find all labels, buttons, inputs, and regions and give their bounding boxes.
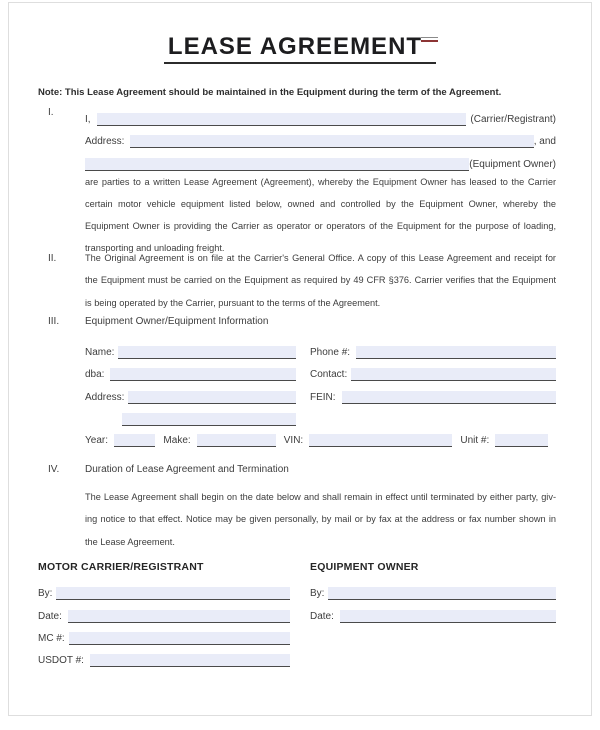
paragraph-line: The Lease Agreement shall begin on the date below and shall remain in effect until terminated by either party, giv- bbox=[85, 492, 556, 502]
carrier-mc-row bbox=[38, 623, 290, 645]
title-block bbox=[0, 33, 600, 64]
year-field[interactable] bbox=[114, 434, 155, 447]
owner-address-field[interactable] bbox=[128, 391, 296, 404]
carrier-by-label: By: bbox=[38, 588, 53, 600]
usdot-number-field[interactable] bbox=[90, 654, 290, 667]
section-4-paragraph bbox=[85, 486, 556, 553]
owner-by-label: By: bbox=[310, 588, 325, 600]
paragraph-line: the Lease Agreement. bbox=[85, 536, 175, 547]
note-line: Note: This Lease Agreement should be maintained in the Equipment during the term of the Agreement. bbox=[38, 87, 502, 98]
vin-field[interactable] bbox=[309, 434, 452, 447]
year-label: Year: bbox=[85, 434, 108, 446]
and-label: , and bbox=[533, 136, 556, 147]
owner-by-row bbox=[310, 578, 556, 600]
paragraph-line: the Equipment must be carried on the Equipment as required by 49 CFR §376. Carrier verifies that the Equipment bbox=[85, 275, 556, 286]
carrier-registrant-row bbox=[85, 103, 556, 126]
paragraph-line: ing notice to that effect. Notice may be given personally, by mail or by fax at the address or fax number shown in bbox=[85, 514, 556, 525]
section-4-heading: Duration of Lease Agreement and Termination bbox=[85, 464, 289, 475]
carrier-registrant-field[interactable] bbox=[97, 113, 467, 126]
section-3-heading: Equipment Owner/Equipment Information bbox=[85, 316, 269, 327]
carrier-address-row bbox=[85, 126, 556, 149]
equipment-owner-name-field[interactable] bbox=[85, 158, 469, 171]
carrier-address-field[interactable] bbox=[130, 135, 533, 148]
paragraph-line: certain motor vehicle equipment listed below, owned and controlled by the Equipment Owner, whereby the bbox=[85, 198, 556, 209]
owner-address-label: Address: bbox=[85, 391, 125, 403]
contact-label: Contact: bbox=[310, 369, 348, 380]
usdot-number-label: USDOT #: bbox=[38, 655, 84, 667]
dba-label: dba: bbox=[85, 369, 105, 380]
carrier-by-row bbox=[38, 578, 290, 600]
motor-carrier-heading: MOTOR CARRIER/REGISTRANT bbox=[38, 561, 204, 573]
fein-label: FEIN: bbox=[310, 391, 336, 403]
owner-info-right-column bbox=[310, 336, 556, 404]
section-3-numeral: III. bbox=[48, 316, 60, 327]
unit-number-field[interactable] bbox=[495, 434, 548, 447]
owner-date-row bbox=[310, 600, 556, 622]
motor-carrier-column bbox=[38, 561, 290, 667]
vehicle-info-row bbox=[85, 424, 548, 447]
owner-by-field[interactable] bbox=[328, 587, 556, 600]
carrier-usdot-row bbox=[38, 645, 290, 667]
equipment-owner-heading: EQUIPMENT OWNER bbox=[310, 561, 419, 573]
paragraph-line: The Original Agreement is on file at the Carrier's General Office. A copy of this Lease Agreement and receipt for bbox=[85, 253, 556, 263]
mc-number-field[interactable] bbox=[69, 632, 290, 645]
carrier-date-row bbox=[38, 600, 290, 622]
paragraph-line: transporting and unloading freight. bbox=[85, 243, 225, 254]
section-2-paragraph bbox=[85, 247, 556, 314]
paragraph-line: Equipment Owner is providing the Carrier as operator or operators of the Equipment for the purpose of loading, bbox=[85, 221, 556, 232]
section-2 bbox=[48, 247, 556, 314]
owner-date-field[interactable] bbox=[340, 610, 556, 623]
equipment-owner-caption: (Equipment Owner) bbox=[469, 158, 556, 170]
fein-row bbox=[310, 381, 556, 404]
paragraph-line: are parties to a written Lease Agreement (Agreement), whereby the Equipment Owner has leased to the Carrier bbox=[85, 176, 556, 187]
make-label: Make: bbox=[163, 434, 191, 446]
address-label: Address: bbox=[85, 136, 125, 147]
dba-field[interactable] bbox=[110, 368, 296, 381]
fein-field[interactable] bbox=[342, 391, 556, 404]
vin-label: VIN: bbox=[283, 434, 304, 446]
section-3-heading-row bbox=[48, 316, 556, 327]
unit-number-label: Unit #: bbox=[460, 434, 490, 446]
owner-date-label: Date: bbox=[310, 610, 334, 622]
section-2-numeral: II. bbox=[48, 253, 57, 264]
i-comma-label: I, bbox=[85, 113, 91, 125]
paragraph-line: is being operated by the Carrier, pursuant to the terms of the Agreement. bbox=[85, 297, 381, 308]
section-4-numeral: IV. bbox=[48, 464, 60, 475]
owner-address-row bbox=[85, 381, 296, 404]
red-dash-mark-icon bbox=[421, 37, 438, 42]
name-label: Name: bbox=[85, 346, 115, 358]
equipment-owner-row bbox=[85, 148, 556, 171]
carrier-by-field[interactable] bbox=[56, 587, 290, 600]
section-1 bbox=[48, 103, 556, 260]
phone-row bbox=[310, 336, 556, 359]
phone-label: Phone #: bbox=[310, 346, 351, 358]
equipment-owner-column bbox=[310, 561, 556, 623]
name-row bbox=[85, 336, 296, 359]
contact-field[interactable] bbox=[351, 368, 556, 381]
section-1-numeral: I. bbox=[48, 107, 54, 118]
contact-row bbox=[310, 359, 556, 382]
dba-row bbox=[85, 359, 296, 382]
owner-info-left-column bbox=[85, 336, 296, 426]
make-field[interactable] bbox=[197, 434, 276, 447]
page-title: LEASE AGREEMENT bbox=[164, 33, 436, 64]
section-4 bbox=[48, 486, 556, 553]
section-4-heading-row bbox=[48, 464, 556, 475]
phone-field[interactable] bbox=[356, 346, 556, 359]
owner-name-field[interactable] bbox=[118, 346, 296, 359]
carrier-date-label: Date: bbox=[38, 610, 62, 622]
carrier-registrant-caption: (Carrier/Registrant) bbox=[470, 113, 556, 125]
carrier-date-field[interactable] bbox=[68, 610, 290, 623]
owner-address-row-2 bbox=[122, 404, 296, 427]
mc-number-label: MC #: bbox=[38, 632, 65, 644]
